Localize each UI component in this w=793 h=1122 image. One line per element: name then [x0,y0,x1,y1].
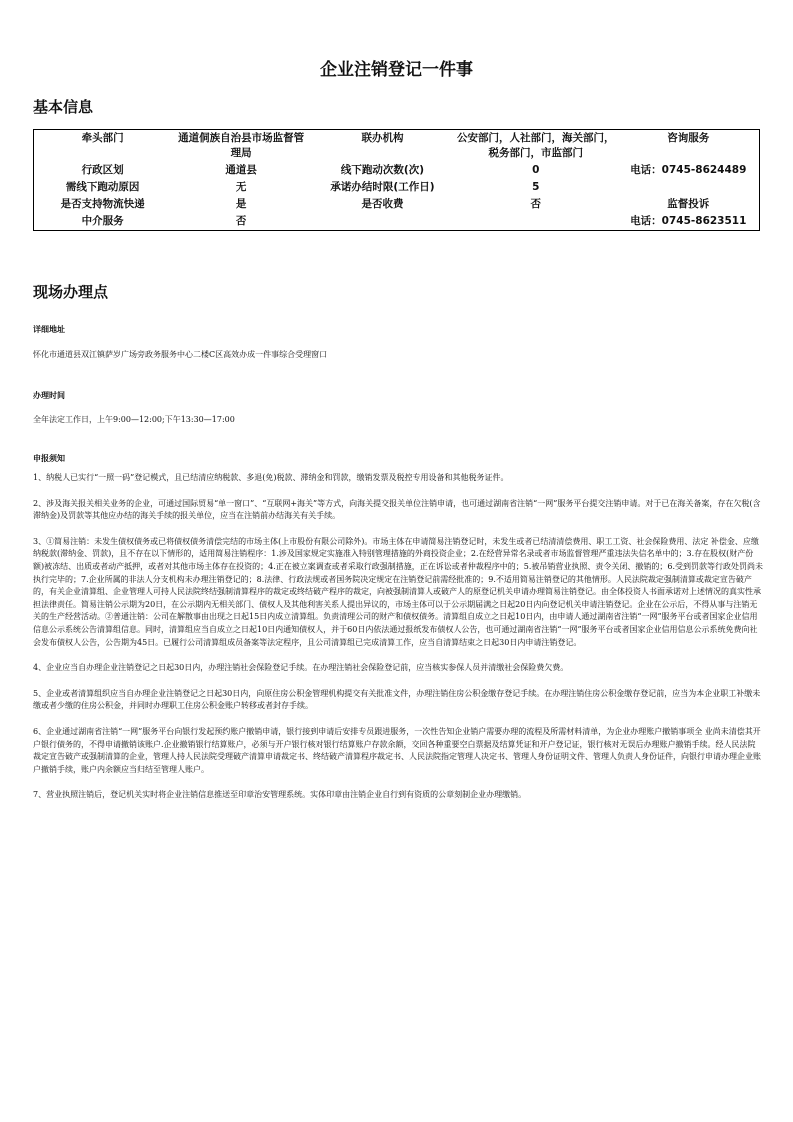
table-cell: 5 [532,181,540,193]
note-item: 2、涉及海关报关相关业务的企业，可通过国际贸易“单一窗口”、“互联网+海关”等方式，向海关提交报关单位注销申请，也可通过湖南省注销“一网”服务平台提交注销申请。对于已在海关备案，存在欠税(含滞纳金)及罚款等其他应办结的海关手续的报关单位，应当在注销前办结海关有关手续。 [33,498,761,521]
table-cell: 联办机构 [361,132,404,144]
table-cell: 0 [532,164,540,176]
table-cell: 监督投诉 [667,198,710,210]
table-cell: 牵头部门 [81,132,124,144]
table-cell: 否 [530,198,541,210]
table-cell: 中介服务 [81,215,124,227]
table-row [34,196,760,213]
table-cell: 是 [235,198,247,210]
table-cell: 通道县 [225,164,257,176]
table-row [34,179,760,196]
section-site-heading: 现场办理点 [33,283,109,301]
table-cell [311,213,454,231]
address-text: 怀化市通道县双江镇萨岁广场旁政务服务中心二楼C区高效办成一件事综合受理窗口 [33,350,328,359]
table-cell: 需线下跑动原因 [65,181,140,193]
note-item: 3、①简易注销：未发生债权债务或已将债权债务清偿完结的市场主体(上市股份有限公司除外)。市场主体在申请简易注销登记时，未发生或者已结清清偿费用、职工工资、社会保险费用、法定 补偿金、应缴纳税款(滞纳金、罚款)，且不存在以下情形的，适用简易注销程序：1.涉及国家规定实施准入特别管理措施的外商投资企业；2.在经营异常名录或者市场监督管理严重违法失信名单中的；3.存在股权(财产份额)被冻结、出质或者动产抵押，或者对其他市场主体存在投资的；4.正在被立案调查或者采取行政强制措施，正在诉讼或者仲裁程序中的；5.被吊销营业执照、责令关闭、撤销的；6.受到罚款等行政处罚尚未执行完毕的；7.企业所属的非法人分支机构未办理注销登记的；8.法律、行政法规或者国务院决定规定在注销登记前需经批准的；9.不适用简易注销登记的其他情形。人民法院裁定强制清算或裁定宣告破产的，有关企业清算组、企业管理人可持人民法院终结强制清算程序的裁定或终结破产程序的裁定，向被强制清算人或破产人的原登记机关申请办理简易注销登记。由全体投资人书面承诺对上述情况的真实性承担法律责任。简易注销公示期为20日，在公示期内无相关部门、债权人及其他利害关系人提出异议的，市场主体可以于公示期届满之日起20日内向登记机关申请注销登记。企业在公示后，不得从事与注销无关的生产经营活动。②普通注销：公司在解散事由出现之日起15日内成立清算组。负责清理公司的财产和债权债务。清算组自成立之日起10日内，由申请人通过湖南省注销“一网”服务平台或者国家企业信用信息公示系统公告清算组信息。同时，清算组应当自成立之日起10日内通知债权人，并于60日内依法通过报纸发布债权人公告，也可通过湖南省注销“一网”服务平台或者国家企业信用信息公示系统免费向社会发布债权人公告，公告期为45日。已履行公司清算组成员备案等法定程序，且公司清算组已完成清算工作，应当自清算结束之日起30日内申请注销登记。 [33,536,764,647]
notes-label: 申报须知 [33,454,65,463]
address-label: 详细地址 [33,325,65,334]
table-row [34,213,760,231]
table-cell: 无 [235,181,247,193]
basic-info-table [33,129,760,231]
note-item: 7、营业执照注销后，登记机关实时将企业注销信息推送至印章治安管理系统。实体印章由注销企业自行到有资质的公章刻制企业办理缴销。 [33,790,527,800]
table-cell: 是否收费 [361,198,404,210]
hours-text: 全年法定工作日，上午9:00—12:00;下午13:30—17:00 [33,415,235,424]
table-cell: 是否支持物流快递 [60,198,145,210]
note-item: 5、企业或者清算组织应当自办理企业注销登记之日起30日内，向原住房公积金管理机构提交有关批准文件，办理注销住房公积金缴存登记手续。在办理注销住房公积金缴存登记前，应当为本企业职工补缴未缴或者少缴的住房公积金，并同时办理职工住房公积金账户转移或者封存手续。 [33,688,761,711]
table-cell: 公安部门，人社部门，海关部门，税务部门，市监部门 [456,132,615,159]
note-item: 1、纳税人已实行“一照一码”登记模式，且已结清应纳税款、多退(免)税款、滞纳金和罚款，缴销发票及税控专用设备和其他税务证件。 [33,473,509,482]
table-cell: 通道侗族自治县市场监督管理局 [178,132,305,159]
note-item: 4、企业应当自办理企业注销登记之日起30日内，办理注销社会保险登记手续。在办理注销社会保险登记前，应当核实参保人员并清缴社会保险费欠费。 [33,663,569,673]
notes-list [33,472,763,815]
table-cell: 线下跑动次数(次) [340,164,425,176]
table-row [34,130,760,163]
table-cell: 电话：0745-8624489 [630,164,747,176]
table-cell: 咨询服务 [667,132,710,144]
section-basic-info-heading: 基本信息 [33,98,94,116]
table-cell [454,213,618,231]
table-row [34,162,760,179]
table-cell: 承诺办结时限(工作日) [330,181,435,193]
table-cell: 电话：0745-8623511 [630,215,747,227]
note-item: 6、企业通过湖南省注销“一网”服务平台向银行发起预约账户撤销申请，银行接到申请后安排专员跟进服务，一次性告知企业销户需要办理的流程及所需材料清单，为企业办理账户撤销事项全 业尚未清偿其开户银行债务的，不得申请撤销该账户.企业撤销银行结算账户，必须与开户银行核对银行结算账户存款余额，交回各种重要空白票据及结算凭证和开户登记证，银行核对无误后办理账户撤销手续。经人民法院裁定宣告破产或强制清算的企业，管理人持人民法院受理破产清算申请裁定书、终结破产清算程序裁定书、人民法院指定管理人决定书、管理人身份证明文件、管理人负责人身份证件，向银行申请办理企业账户撤销手续，账户内余额应当归结至管理人账户。 [33,726,761,774]
table-cell [618,179,760,196]
table-cell: 行政区划 [81,164,124,176]
table-cell: 否 [235,215,247,227]
page-title: 企业注销登记一件事 [320,60,473,80]
hours-label: 办理时间 [33,391,65,400]
